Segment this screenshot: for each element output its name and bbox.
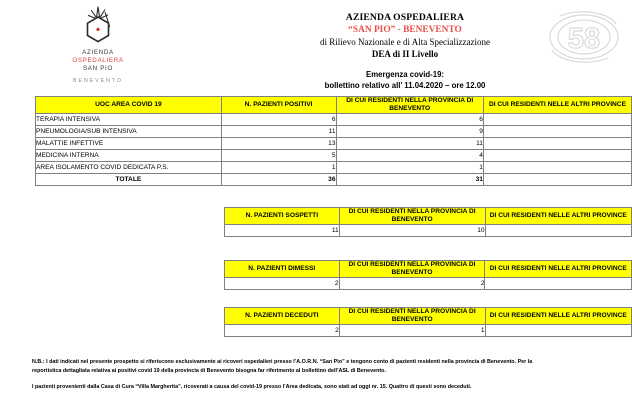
row-positivi: 6 — [221, 114, 336, 126]
footnotes — [32, 358, 632, 392]
table-row — [36, 126, 632, 138]
title-line-rilievo: di Rilievo Nazionale e di Alta Specializzazione — [320, 37, 490, 47]
deceduti-count: 2 — [225, 325, 340, 337]
row-label: MEDICINA INTERNA — [36, 150, 222, 162]
row-positivi: 11 — [221, 126, 336, 138]
logo-line-ospedaliera: OSPEDALIERA — [72, 57, 124, 65]
table-header-row — [225, 308, 632, 325]
column-header-altre-province: DI CUI RESIDENTI NELLE ALTRI PROVINCE — [485, 261, 632, 278]
svg-text:58: 58 — [567, 23, 601, 55]
total-benevento: 31 — [336, 174, 483, 186]
row-label: AREA ISOLAMENTO COVID DEDICATA P.S. — [36, 162, 222, 174]
column-header-benevento: DI CUI RESIDENTI NELLA PROVINCIA DI BENEVENTO — [339, 308, 485, 325]
deceduti-table — [224, 307, 632, 337]
row-label: TERAPIA INTENSIVA — [36, 114, 222, 126]
table-header-row — [36, 97, 632, 114]
main-covid-table — [35, 96, 632, 186]
table-row — [36, 150, 632, 162]
sospetti-table — [224, 207, 632, 237]
hexagon-wheat-icon — [52, 4, 144, 48]
column-header-sospetti: N. PAZIENTI SOSPETTI — [225, 208, 340, 225]
document-header — [0, 0, 632, 95]
page-title — [240, 12, 570, 60]
table-row — [36, 162, 632, 174]
bulletin-subtitle — [240, 70, 570, 91]
bulletin-line-date: bollettino relativo all’ 11.04.2020 – ore 12.00 — [324, 80, 486, 90]
row-benevento: 11 — [336, 138, 483, 150]
row-label: MALATTIE INFETTIVE — [36, 138, 222, 150]
logo-line-benevento: BENEVENTO — [73, 77, 123, 84]
table-row — [36, 114, 632, 126]
row-altre — [483, 138, 631, 150]
footnote-villa-margherita: I pazienti provenienti dalla Casa di Cura “Villa Margherita”, ricoverati a causa del covid-19 presso l’Area dedicata, sono stati ad oggi nr. 15. Quattro di questi sono deceduti. — [32, 384, 472, 391]
total-altre — [483, 174, 631, 186]
column-header-benevento: DI CUI RESIDENTI NELLA PROVINCIA DI BENEVENTO — [336, 97, 483, 114]
row-altre — [483, 114, 631, 126]
table-row — [225, 278, 632, 290]
logo-line-sanpio: SAN PIO — [82, 65, 113, 73]
dimessi-count: 2 — [225, 278, 340, 290]
dimessi-benevento: 2 — [339, 278, 485, 290]
bulletin-line-emergenza: Emergenza covid-19: — [366, 70, 444, 79]
row-benevento: 6 — [336, 114, 483, 126]
row-positivi: 1 — [221, 162, 336, 174]
row-label: PNEUMOLOGIA/SUB INTENSIVA — [36, 126, 222, 138]
dimessi-table — [224, 260, 632, 290]
row-positivi: 13 — [221, 138, 336, 150]
sospetti-altre — [485, 225, 631, 237]
title-line-azienda: AZIENDA OSPEDALIERA — [345, 12, 465, 23]
deceduti-altre — [485, 325, 631, 337]
table-total-row — [36, 174, 632, 186]
row-benevento: 1 — [336, 162, 483, 174]
column-header-benevento: DI CUI RESIDENTI NELLA PROVINCIA DI BENEVENTO — [339, 261, 485, 278]
hospital-logo — [52, 4, 144, 85]
table-row — [225, 325, 632, 337]
sospetti-benevento: 10 — [339, 225, 485, 237]
footnote-nb-line1: N.B.: I dati indicati nel presente prospetto si riferiscono esclusivamente ai ricoveri ospedalieri presso l’A.O.R.N. “San Pio” e tengono conto di pazienti residenti nella provincia di Benevento. Per la — [32, 359, 533, 365]
logo-line-azienda: AZIENDA — [82, 49, 114, 56]
column-header-altre-province: DI CUI RESIDENTI NELLE ALTRI PROVINCE — [483, 97, 631, 114]
table-row — [36, 138, 632, 150]
column-header-dimessi: N. PAZIENTI DIMESSI — [225, 261, 340, 278]
row-altre — [483, 150, 631, 162]
row-positivi: 5 — [221, 150, 336, 162]
title-line-dea: DEA di II Livello — [371, 49, 439, 59]
column-header-deceduti: N. PAZIENTI DECEDUTI — [225, 308, 340, 325]
row-altre — [483, 162, 631, 174]
title-line-sanpio: “SAN PIO” - BENEVENTO — [348, 25, 462, 35]
column-header-positivi: N. PAZIENTI POSITIVI — [221, 97, 336, 114]
row-altre — [483, 126, 631, 138]
dimessi-altre — [485, 278, 632, 290]
total-positivi: 36 — [221, 174, 336, 186]
logo-wordmark — [52, 49, 144, 85]
sospetti-count: 11 — [225, 225, 340, 237]
column-header-altre-province: DI CUI RESIDENTI NELLE ALTRI PROVINCE — [485, 208, 631, 225]
table-header-row — [225, 261, 632, 278]
total-label: TOTALE — [36, 174, 222, 186]
table-row — [225, 225, 632, 237]
column-header-benevento: DI CUI RESIDENTI NELLA PROVINCIA DI BENEVENTO — [339, 208, 485, 225]
row-benevento: 4 — [336, 150, 483, 162]
column-header-altre-province: DI CUI RESIDENTI NELLE ALTRI PROVINCE — [485, 308, 631, 325]
table-header-row — [225, 208, 632, 225]
row-benevento: 9 — [336, 126, 483, 138]
footnote-spacer — [32, 375, 632, 383]
deceduti-benevento: 1 — [339, 325, 485, 337]
column-header-uoc: UOC AREA COVID 19 — [36, 97, 222, 114]
footnote-nb-line2: reportistica dettagliata relativa ai positivi covid 19 della provincia di Benevento bisogna far riferimento al bollettino dell’ASL di Benevento. — [32, 367, 386, 374]
58-watermark-icon — [542, 6, 626, 68]
